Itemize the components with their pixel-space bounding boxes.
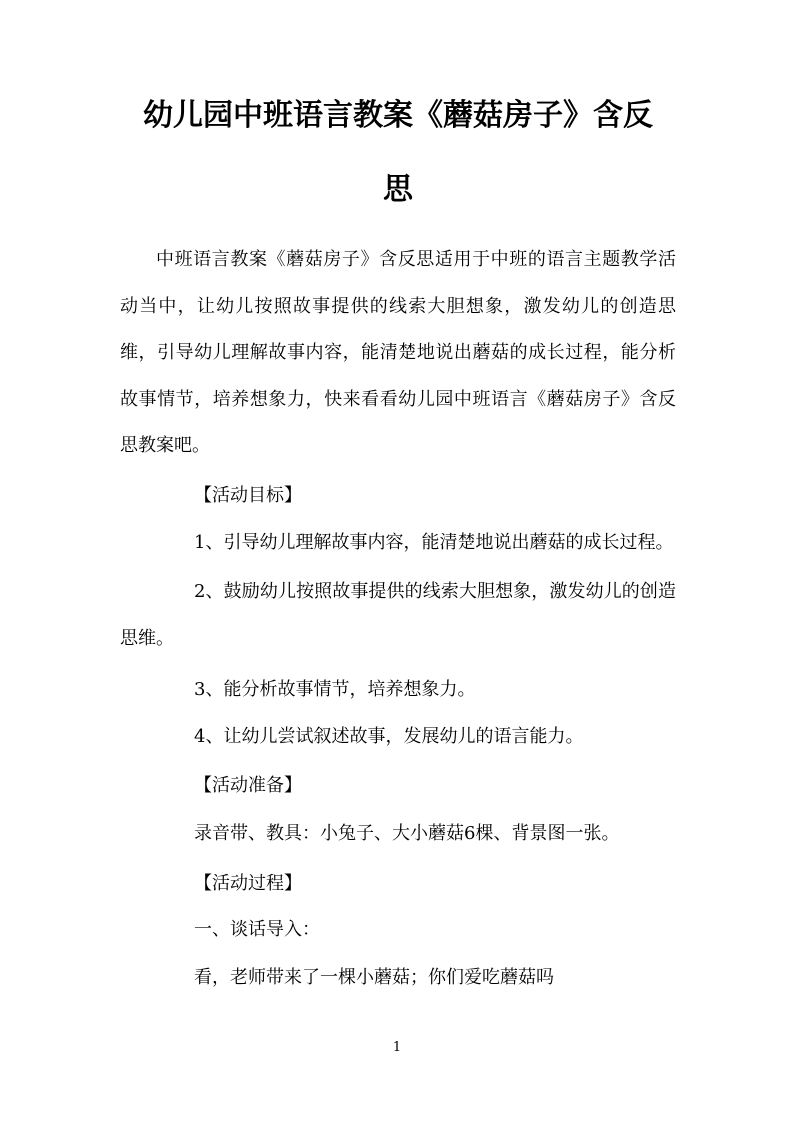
- document-title-line2: 思: [383, 172, 413, 207]
- document-title-line1: 幼儿园中班语言教案《蘑菇房子》含反: [143, 98, 653, 133]
- intro-paragraph: 中班语言教案《蘑菇房子》含反思适用于中班的语言主题教学活动当中，让幼儿按照故事提供的线索大胆想象，激发幼儿的创造思维，引导幼儿理解故事内容，能清楚地说出蘑菇的成长过程，能分析故事情节，培养想象力，快来看看幼儿园中班语言《蘑菇房子》含反思教案吧。: [120, 249, 676, 456]
- goal-item-3: 3、能分析故事情节，培养想象力。: [194, 679, 476, 700]
- goal-item-1: 1、引导幼儿理解故事内容，能清楚地说出蘑菇的成长过程。: [194, 532, 674, 553]
- process-step-1-text: 看，老师带来了一棵小蘑菇；你们爱吃蘑菇吗: [194, 967, 554, 988]
- page-number: 1: [392, 1040, 402, 1055]
- goal-item-2: 2、鼓励幼儿按照故事提供的线索大胆想象，激发幼儿的创造思维。: [120, 581, 676, 649]
- section-heading-goals: 【活动目标】: [194, 485, 302, 506]
- process-step-1: 一、谈话导入：: [194, 919, 320, 940]
- section-heading-prep: 【活动准备】: [194, 775, 302, 796]
- section-heading-process: 【活动过程】: [194, 873, 302, 894]
- goal-item-4: 4、让幼儿尝试叙述故事，发展幼儿的语言能力。: [194, 726, 584, 747]
- prep-materials: 录音带、教具：小兔子、大小蘑菇6棵、背景图一张。: [194, 823, 620, 844]
